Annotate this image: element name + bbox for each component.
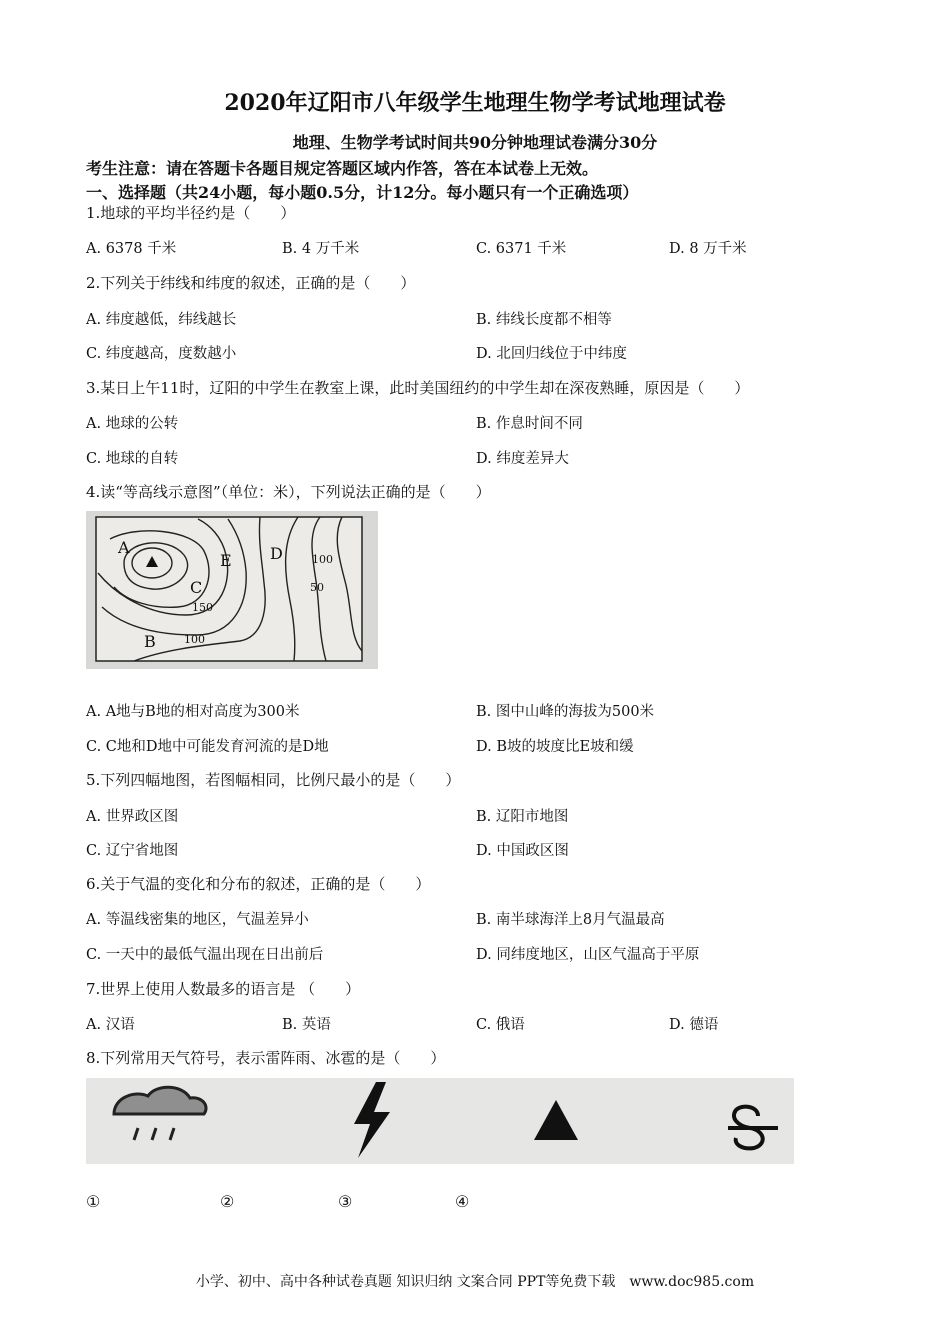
contour-label-a: A	[118, 538, 130, 557]
q4-option-c: C. C地和D地中可能发育河流的是D地	[86, 739, 329, 755]
question-7-stem: 7.世界上使用人数最多的语言是 （ ）	[86, 980, 361, 998]
page-title: 2020年辽阳市八年级学生地理生物学考试地理试卷	[224, 90, 726, 116]
q8-option-3: ③	[338, 1192, 353, 1211]
q1-option-c: C. 6371 千米	[476, 241, 567, 257]
q1-option-b: B. 4 万千米	[282, 241, 360, 257]
q8-option-1: ①	[86, 1192, 101, 1211]
question-5-stem: 5.下列四幅地图，若图幅相同，比例尺最小的是（ ）	[86, 771, 461, 789]
q8-option-4: ④	[455, 1192, 470, 1211]
question-1-stem: 1.地球的平均半径约是（ ）	[86, 204, 296, 222]
contour-label-e: E	[220, 551, 232, 570]
q7-option-c: C. 俄语	[476, 1017, 525, 1033]
contour-elevation-50: 50	[310, 581, 324, 594]
q5-option-c: C. 辽宁省地图	[86, 843, 179, 859]
q5-option-b: B. 辽阳市地图	[476, 809, 569, 825]
contour-label-d: D	[270, 544, 283, 563]
q2-option-d: D. 北回归线位于中纬度	[476, 346, 627, 362]
q6-option-d: D. 同纬度地区，山区气温高于平原	[476, 947, 700, 963]
q4-option-a: A. A地与B地的相对高度为300米	[86, 704, 300, 720]
exam-notice: 考生注意：请在答题卡各题目规定答题区域内作答，答在本试卷上无效。	[86, 159, 599, 178]
weather-symbols-figure	[86, 1078, 794, 1164]
question-2-stem: 2.下列关于纬线和纬度的叙述，正确的是（ ）	[86, 274, 416, 292]
q3-option-a: A. 地球的公转	[86, 416, 179, 432]
q8-option-2: ②	[220, 1192, 235, 1211]
contour-elevation-150: 150	[192, 601, 213, 614]
q5-option-a: A. 世界政区图	[86, 809, 179, 825]
q2-option-a: A. 纬度越低，纬线越长	[86, 312, 237, 328]
q4-option-d: D. B坡的坡度比E坡和缓	[476, 739, 634, 755]
q3-option-d: D. 纬度差异大	[476, 451, 569, 467]
page-footer: 小学、初中、高中各种试卷真题 知识归纳 文案合同 PPT等免费下载 www.doc985.com	[195, 1274, 755, 1290]
q7-option-b: B. 英语	[282, 1017, 331, 1033]
question-4-stem: 4.读“等高线示意图”（单位：米），下列说法正确的是（ ）	[86, 483, 491, 501]
q3-option-b: B. 作息时间不同	[476, 416, 583, 432]
question-3-stem: 3.某日上午11时，辽阳的中学生在教室上课，此时美国纽约的中学生却在深夜熟睡，原因是（ ）	[86, 379, 750, 397]
question-6-stem: 6.关于气温的变化和分布的叙述，正确的是（ ）	[86, 875, 431, 893]
q6-option-c: C. 一天中的最低气温出现在日出前后	[86, 947, 324, 963]
q7-option-a: A. 汉语	[86, 1017, 135, 1033]
q4-option-b: B. 图中山峰的海拔为500米	[476, 704, 655, 720]
question-8-stem: 8.下列常用天气符号，表示雷阵雨、冰雹的是（ ）	[86, 1049, 446, 1067]
q3-option-c: C. 地球的自转	[86, 451, 179, 467]
contour-elevation-100-left: 100	[184, 633, 205, 646]
contour-label-c: C	[190, 578, 203, 597]
section-heading: 一、选择题（共24小题，每小题0.5分，计12分。每小题只有一个正确选项）	[86, 183, 639, 202]
q1-option-d: D. 8 万千米	[669, 241, 747, 257]
q5-option-d: D. 中国政区图	[476, 843, 569, 859]
exam-subtitle: 地理、生物学考试时间共90分钟地理试卷满分30分	[292, 133, 658, 152]
q6-option-b: B. 南半球海洋上8月气温最高	[476, 912, 665, 928]
q2-option-c: C. 纬度越高，度数越小	[86, 346, 237, 362]
q2-option-b: B. 纬线长度都不相等	[476, 312, 612, 328]
contour-map-figure	[86, 511, 378, 669]
q6-option-a: A. 等温线密集的地区，气温差异小	[86, 912, 309, 928]
q1-option-a: A. 6378 千米	[86, 241, 177, 257]
contour-label-b: B	[144, 632, 156, 651]
contour-elevation-100-right: 100	[312, 553, 333, 566]
q7-option-d: D. 德语	[669, 1017, 719, 1033]
